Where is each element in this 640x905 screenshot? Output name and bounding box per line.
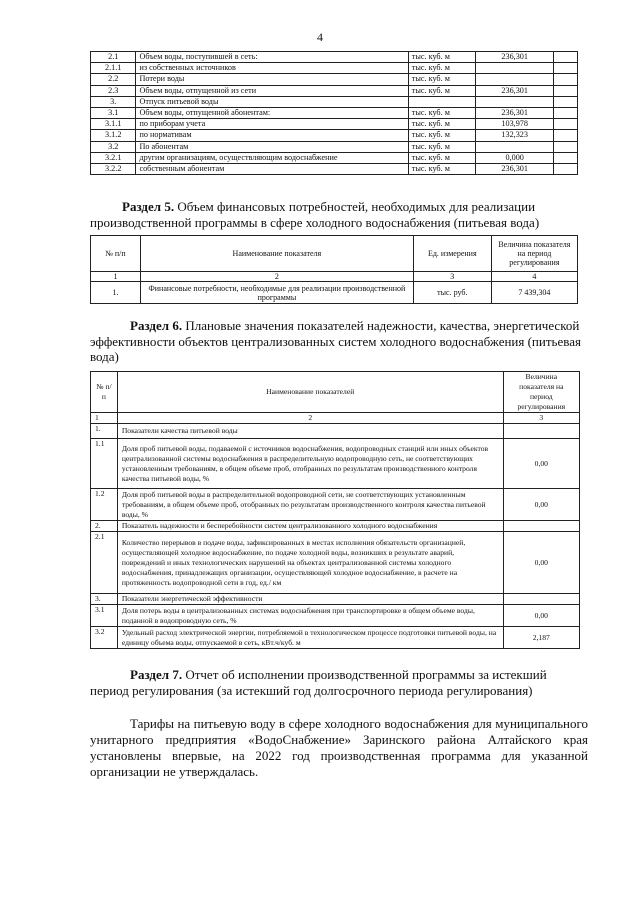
- col-number: 3: [413, 272, 491, 282]
- section7-text: Отчет об исполнении производственной программы за истекший период регулирования (за истекший год долгосрочного периода регулирования): [90, 667, 547, 698]
- row-num: 2.: [91, 521, 118, 532]
- page-number: 4: [317, 30, 323, 44]
- table-row: [91, 521, 580, 532]
- table-row: [91, 424, 580, 439]
- row-num: 1.: [91, 282, 141, 304]
- row-num: 3.2.2: [91, 164, 136, 175]
- row-name: Отпуск питьевой воды: [136, 96, 408, 107]
- water-balance-table: [90, 51, 578, 175]
- header-num: № п/п: [91, 372, 118, 413]
- table-row: [91, 52, 578, 63]
- row-unit: тыс. куб. м: [408, 130, 475, 141]
- row-value: 0,00: [503, 605, 579, 627]
- row-name: По абонентам: [136, 141, 408, 152]
- row-name: Показатели качества питьевой воды: [117, 424, 503, 439]
- row-name: другим организациям, осуществляющим водоснабжение: [136, 152, 408, 163]
- table-row: [91, 74, 578, 85]
- row-value: 132,323: [476, 130, 554, 141]
- table-row: [91, 108, 578, 119]
- row-name: Доля проб питьевой воды, подаваемой с источников водоснабжения, водопроводных станций или иных объектов централизованной системы водоснабжения в распределительную водопроводную сеть, не соответствующих установленным требованиям, в общем объеме проб, отобранных по результатам производственного контроля качества питьевой воды, %: [117, 439, 503, 489]
- row-name: Финансовые потребности, необходимые для реализации производственной программы: [140, 282, 413, 304]
- row-name: Доля проб питьевой воды в распределительной водопроводной сети, не соответствующих установленным требованиям, в общем объеме проб, отобранных по результатам производственного контроля качества питьевой воды, %: [117, 489, 503, 521]
- table-row: [91, 164, 578, 175]
- row-num: 1.: [91, 424, 118, 439]
- row-empty: [554, 164, 578, 175]
- row-unit: тыс. куб. м: [408, 108, 475, 119]
- col-number: 2: [117, 413, 503, 424]
- table-row: [91, 439, 580, 489]
- header-name: Наименование показателей: [117, 372, 503, 413]
- row-num: 3.2: [91, 627, 118, 649]
- row-name: Объем воды, поступившей в сеть:: [136, 52, 408, 63]
- row-value: 0,000: [476, 152, 554, 163]
- row-value: 103,978: [476, 119, 554, 130]
- row-value: 236,301: [476, 52, 554, 63]
- row-unit: тыс. куб. м: [408, 119, 475, 130]
- row-value: 2,187: [503, 627, 579, 649]
- table-row: [91, 532, 580, 594]
- row-unit: тыс. куб. м: [408, 63, 475, 74]
- row-num: 3.1.1: [91, 119, 136, 130]
- row-num: 3.1: [91, 108, 136, 119]
- row-name: собственным абонентам: [136, 164, 408, 175]
- indicators-table: [90, 371, 580, 649]
- row-name: по приборам учета: [136, 119, 408, 130]
- section6-heading: [90, 318, 588, 365]
- header-value: Величина показателя на период регулирования: [491, 236, 577, 272]
- row-num: 3.1.2: [91, 130, 136, 141]
- row-empty: [554, 63, 578, 74]
- row-name: Доля потерь воды в централизованных системах водоснабжения при транспортировке в общем объеме воды, поданной в водопроводную сеть, %: [117, 605, 503, 627]
- row-empty: [554, 96, 578, 107]
- row-num: 2.1.1: [91, 63, 136, 74]
- row-name: по нормативам: [136, 130, 408, 141]
- row-num: 3.2: [91, 141, 136, 152]
- row-num: 2.3: [91, 85, 136, 96]
- row-empty: [554, 52, 578, 63]
- row-num: 3.1: [91, 605, 118, 627]
- row-empty: [554, 141, 578, 152]
- row-empty: [554, 108, 578, 119]
- row-value: 0,00: [503, 489, 579, 521]
- row-unit: тыс. куб. м: [408, 152, 475, 163]
- row-name: Показатель надежности и бесперебойности систем централизованного холодного водоснабжения: [117, 521, 503, 532]
- table-row: [91, 141, 578, 152]
- header-num: № п/п: [91, 236, 141, 272]
- section7-label: Раздел 7.: [130, 667, 183, 682]
- section5-heading: [90, 199, 588, 230]
- row-unit: тыс. куб. м: [408, 164, 475, 175]
- row-empty: [554, 85, 578, 96]
- row-value: [503, 424, 579, 439]
- row-name: Объем воды, отпущенной из сети: [136, 85, 408, 96]
- table-row: [91, 627, 580, 649]
- row-value: 7 439,304: [491, 282, 577, 304]
- header-name: Наименование показателя: [140, 236, 413, 272]
- table-row: [91, 85, 578, 96]
- col-number: 1: [91, 272, 141, 282]
- row-value: 236,301: [476, 164, 554, 175]
- row-name: Объем воды, отпущенной абонентам:: [136, 108, 408, 119]
- row-name: Показатели энергетической эффективности: [117, 594, 503, 605]
- row-unit: [408, 96, 475, 107]
- row-name: из собственных источников: [136, 63, 408, 74]
- finance-table: [90, 235, 578, 304]
- row-name: Удельный расход электрической энергии, потребляемой в технологическом процессе подготовки питьевой воды, на единицу объема воды, отпускаемой в сеть, кВт.ч/куб. м: [117, 627, 503, 649]
- row-num: 2.2: [91, 74, 136, 85]
- section5-label: Раздел 5.: [122, 199, 175, 214]
- row-value: [476, 63, 554, 74]
- section5-text: Объем финансовых потребностей, необходимых для реализации производственной программы в сфере холодного водоснабжения (питьевая вода): [90, 199, 540, 230]
- row-unit: тыс. куб. м: [408, 85, 475, 96]
- row-value: 236,301: [476, 85, 554, 96]
- row-empty: [554, 130, 578, 141]
- row-value: [476, 141, 554, 152]
- header-unit: Ед. измерения: [413, 236, 491, 272]
- row-unit: тыс. руб.: [413, 282, 491, 304]
- table-row: [91, 489, 580, 521]
- row-num: 3.: [91, 96, 136, 107]
- row-empty: [554, 119, 578, 130]
- row-unit: тыс. куб. м: [408, 74, 475, 85]
- row-unit: тыс. куб. м: [408, 52, 475, 63]
- row-num: 1.1: [91, 439, 118, 489]
- row-name: Потери воды: [136, 74, 408, 85]
- table-row: [91, 605, 580, 627]
- row-num: 2.1: [91, 52, 136, 63]
- row-value: 236,301: [476, 108, 554, 119]
- header-value: Величина показателя на период регулирования: [503, 372, 579, 413]
- table-row: [91, 130, 578, 141]
- col-number: 2: [140, 272, 413, 282]
- row-value: [503, 521, 579, 532]
- row-num: 3.: [91, 594, 118, 605]
- row-name: Количество перерывов в подаче воды, зафиксированных в местах исполнения обязательств организацией, осуществляющей холодное водоснабжение, по подаче холодной воды, возникших в результате аварий, повреждений и иных технологических нарушений на объектах централизованной системы холодного водоснабжения, принадлежащих организации, осуществляющей холодное водоснабжение, в расчете на протяженность водопроводной сети в год, ед./ км: [117, 532, 503, 594]
- row-value: [503, 594, 579, 605]
- row-unit: тыс. куб. м: [408, 141, 475, 152]
- row-empty: [554, 152, 578, 163]
- section6-label: Раздел 6.: [130, 318, 183, 333]
- col-number: 4: [491, 272, 577, 282]
- table-row: [91, 152, 578, 163]
- table-row: [91, 594, 580, 605]
- table-row: [91, 96, 578, 107]
- section6-text: Плановые значения показателей надежности, качества, энергетической эффективности объектов централизованных систем холодного водоснабжения (питьевая вода): [90, 318, 581, 364]
- row-num: 1.2: [91, 489, 118, 521]
- final-paragraph: Тарифы на питьевую воду в сфере холодного водоснабжения для муниципального унитарного предприятия «ВодоСнабжение» Заринского района Алтайского края установлены впервые, на 2022 год производственная программа для указанной организации не утверждалась.: [90, 716, 588, 779]
- row-num: 3.2.1: [91, 152, 136, 163]
- row-empty: [554, 74, 578, 85]
- table-row: [91, 119, 578, 130]
- table-row: [91, 63, 578, 74]
- row-num: 2.1: [91, 532, 118, 594]
- section7-heading: [90, 667, 588, 698]
- row-value: 0,00: [503, 439, 579, 489]
- row-value: [476, 96, 554, 107]
- col-number: 1: [91, 413, 118, 424]
- row-value: [476, 74, 554, 85]
- col-number: 3: [503, 413, 579, 424]
- row-value: 0,00: [503, 532, 579, 594]
